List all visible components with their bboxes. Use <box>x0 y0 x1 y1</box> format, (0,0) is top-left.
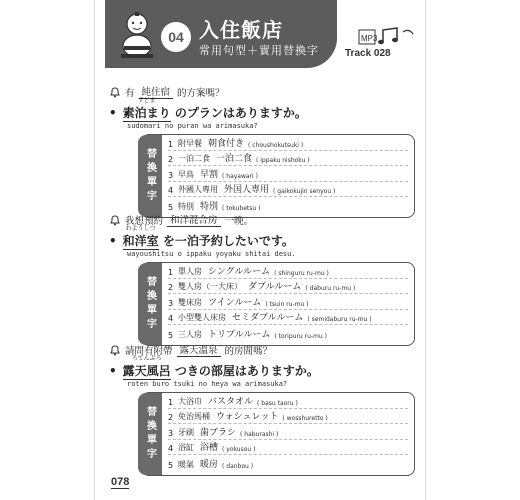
item-number: 5 <box>168 460 174 470</box>
ruby-reading: すどま <box>137 97 156 104</box>
item-chinese: 附早餐 <box>178 138 202 148</box>
item-number: 1 <box>168 139 174 149</box>
substitution-box <box>141 134 415 218</box>
sentence-rest: を一泊予約したいです。 <box>162 234 294 248</box>
question-prefix: 我想預約 <box>125 215 164 227</box>
item-number: 2 <box>168 413 174 423</box>
romaji-line: roten buro tsuki no heya wa arimasuka? <box>127 380 288 388</box>
sentence-key: 素泊まり <box>122 106 171 120</box>
item-chinese: 免治馬桶 <box>178 412 210 422</box>
item-chinese: 牙刷 <box>178 427 194 437</box>
item-romaji: ( semidaburu ru-mu ) <box>307 316 372 324</box>
svg-text:MP3: MP3 <box>361 34 378 43</box>
item-number: 2 <box>168 155 174 165</box>
pattern-sentence <box>109 355 319 380</box>
list-item <box>168 424 408 440</box>
item-romaji: ( wosshuretto ) <box>282 415 328 423</box>
item-japanese: 特別 <box>200 201 219 212</box>
romaji-line: sudomari no puran wa arimasuka? <box>127 122 258 130</box>
sentence-key: 和洋室 <box>122 234 159 248</box>
question-suffix: 一晚。 <box>224 215 254 227</box>
question-highlight: 純住宿 <box>139 84 174 99</box>
list-item <box>168 294 408 310</box>
box-label: 替換單字 <box>138 263 162 345</box>
ruby-reading: わようしつ <box>125 225 156 232</box>
box-label: 替換單字 <box>138 393 162 475</box>
item-number: 2 <box>168 283 174 293</box>
item-number: 1 <box>168 267 174 277</box>
pattern-sentence <box>109 225 294 250</box>
item-romaji: ( danbou ) <box>222 462 254 470</box>
item-number: 3 <box>168 298 174 308</box>
item-chinese: 一泊二食 <box>178 154 210 164</box>
list-item <box>168 151 408 167</box>
item-chinese: 浴缸 <box>178 443 194 453</box>
bell-icon <box>109 86 121 98</box>
list-item <box>168 409 408 425</box>
item-romaji: ( shinguru ru-mu ) <box>274 269 329 277</box>
list-item <box>168 166 408 182</box>
sentence-key: 露天風呂 <box>122 364 171 378</box>
pattern-sentence <box>109 97 307 122</box>
item-number: 3 <box>168 428 174 438</box>
item-chinese: 單人房 <box>178 266 202 276</box>
item-japanese: ウォシュレット <box>216 412 279 423</box>
item-chinese: 雙人房（一大床） <box>178 282 242 292</box>
track-label: Track 028 <box>345 48 391 59</box>
list-item <box>168 135 408 151</box>
list-item <box>168 279 408 295</box>
box-label: 替換單字 <box>138 135 162 217</box>
bullet-icon: • <box>109 106 117 120</box>
item-chinese: 三人房 <box>178 329 202 339</box>
question-highlight: 露天溫泉 <box>177 342 221 357</box>
question-prefix: 有 <box>125 87 135 99</box>
item-romaji: ( toripuru ru-mu ) <box>274 332 327 340</box>
item-romaji: ( hayawari ) <box>222 172 258 180</box>
item-number: 1 <box>168 397 174 407</box>
item-romaji: ( ippaku nishoku ) <box>256 157 310 165</box>
list-item <box>168 263 408 279</box>
substitution-box <box>141 262 415 346</box>
item-chinese: 早鳥 <box>178 169 194 179</box>
lesson-subtitle: 常用句型＋實用替換字 <box>199 44 319 57</box>
list-item <box>168 310 408 326</box>
item-japanese: バスタオル <box>208 396 254 407</box>
item-japanese: 暖房 <box>200 459 219 470</box>
list-item <box>168 393 408 409</box>
list-item <box>168 325 408 341</box>
item-japanese: トリプルルーム <box>208 329 271 340</box>
item-romaji: ( tsuin ru-mu ) <box>265 300 309 308</box>
item-romaji: ( gaikokujin senyou ) <box>273 188 336 196</box>
item-number: 4 <box>168 186 174 196</box>
item-number: 4 <box>168 444 174 454</box>
item-chinese: 暖氣 <box>178 459 194 469</box>
sumo-mascot-icon <box>115 10 159 60</box>
item-number: 5 <box>168 330 174 340</box>
item-number: 3 <box>168 170 174 180</box>
substitution-box <box>141 392 415 476</box>
item-romaji: ( yokusou ) <box>222 446 256 454</box>
lesson-title: 入住飯店 <box>199 18 283 42</box>
item-chinese: 外國人專用 <box>178 185 218 195</box>
item-japanese: セミダブルルーム <box>232 313 304 324</box>
item-romaji: ( daburu ru-mu ) <box>305 285 356 293</box>
question-highlight: 和洋混合房 <box>167 212 221 227</box>
bullet-icon: • <box>109 234 117 248</box>
item-romaji: ( tokubetsu ) <box>222 204 261 212</box>
ruby-reading: ろてんぶろ <box>131 355 162 362</box>
item-chinese: 小型雙人床房 <box>178 313 226 323</box>
item-japanese: ダブルルーム <box>248 282 302 293</box>
item-romaji: ( basu taoru ) <box>257 399 298 407</box>
item-number: 5 <box>168 202 174 212</box>
list-item <box>168 197 408 213</box>
sentence-rest: のプランはありますか。 <box>174 106 307 120</box>
item-japanese: シングルルーム <box>208 266 271 277</box>
item-chinese: 大浴巾 <box>178 396 202 406</box>
question-suffix: 的方案嗎？ <box>177 87 225 99</box>
book-page <box>94 0 426 500</box>
list-item <box>168 182 408 198</box>
item-number: 4 <box>168 314 174 324</box>
list-item <box>168 440 408 456</box>
item-japanese: 外国人専用 <box>224 185 270 196</box>
item-japanese: 浴槽 <box>200 443 219 454</box>
item-romaji: ( haburashi ) <box>240 430 279 438</box>
item-japanese: 朝食付き <box>208 138 245 149</box>
lesson-header <box>95 0 425 78</box>
item-japanese: 早割 <box>200 169 219 180</box>
item-japanese: 歯ブラシ <box>200 427 237 438</box>
question-suffix: 的房間嗎？ <box>224 345 273 357</box>
romaji-line: wayoushitsu o ippaku yoyaku shitai desu. <box>127 250 296 258</box>
item-romaji: ( choushokutsuki ) <box>248 141 304 149</box>
list-item <box>168 455 408 471</box>
item-japanese: 一泊二食 <box>216 154 253 165</box>
lesson-number-badge: 04 <box>161 22 191 52</box>
bullet-icon: • <box>109 364 117 378</box>
sentence-rest: つきの部屋はありますか。 <box>174 364 319 378</box>
item-japanese: ツインルーム <box>208 297 262 308</box>
bell-icon <box>109 214 121 226</box>
music-notes-icon <box>357 26 417 48</box>
question-prefix: 請問有附帶 <box>125 345 173 357</box>
item-chinese: 特別 <box>178 201 194 211</box>
item-chinese: 雙床房 <box>178 297 202 307</box>
page-number: 078 <box>111 476 130 488</box>
bell-icon <box>109 344 121 356</box>
